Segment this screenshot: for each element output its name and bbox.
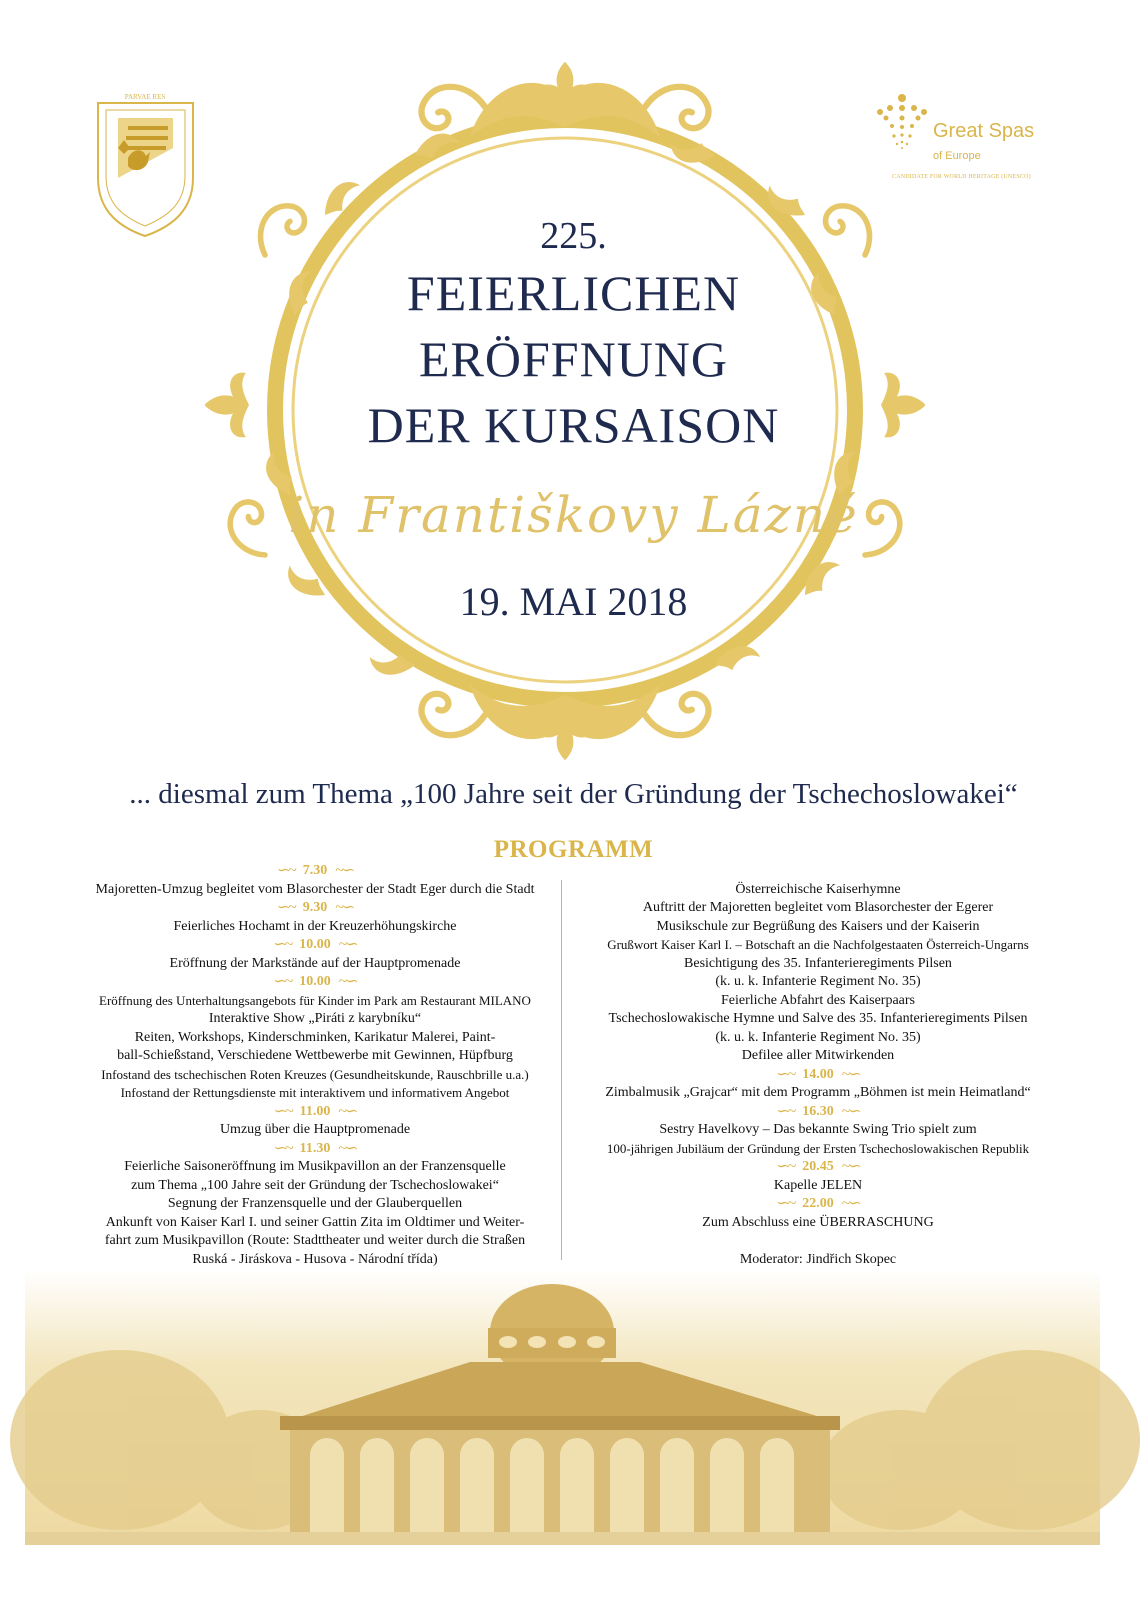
ornament-right-icon: ~∽ [335,862,354,879]
program-entry [60,973,570,1103]
time-label: 11.00 [299,1103,331,1119]
event-date: 19. MAI 2018 [459,579,688,624]
entry-line: Reiten, Workshops, Kinderschminken, Karikatur Malerei, Paint- [134,1029,496,1045]
ornament-left-icon: ∽~ [273,973,292,990]
entry-line: Zimbalmusik „Grajcar“ mit dem Programm „Böhmen ist mein Heimatland“ [605,1085,1031,1100]
ornament-right-icon: ~∽ [338,1139,357,1157]
great-spas-candidate: CANDIDATE FOR WORLD HERITAGE (UNESCO) [892,174,1031,180]
entry-line: Eröffnung des Unterhaltungsangebots für Kinder im Park am Restaurant MILANO [99,992,531,1008]
program-entry [60,1140,570,1270]
program-entry [553,1103,1083,1159]
ornament-right-icon: ~∽ [338,936,357,953]
time-marker [60,862,570,881]
entry-line: Feierliche Abfahrt des Kaiserpaars [721,992,915,1008]
entry-line: Sestry Havelkovy – Das bekannte Swing Trio spielt zum [659,1122,977,1137]
entry-line: Eröffnung der Markstände auf der Hauptpromenade [169,955,461,971]
time-marker [60,1140,570,1159]
program-entry [60,862,570,899]
entry-line: Feierliches Hochamt in der Kreuzerhöhungskirche [173,918,457,934]
ornament-left-icon: ∽~ [776,1065,795,1083]
entry-line: Feierliche Saisoneröffnung im Musikpavillon an der Franzensquelle [124,1159,506,1174]
entry-line: Ruská - Jiráskova - Husova - Národní třída) [192,1251,438,1267]
ornament-left-icon: ∽~ [776,1158,795,1175]
entry-line: 100-jährigen Jubiläum der Gründung der Ersten Tschechoslowakischen Republik [606,1140,1030,1156]
programm-title: PROGRAMM [493,836,654,863]
entry-line: (k. u. k. Infanterie Regiment No. 35) [715,1029,921,1045]
great-spas-logo [872,92,1057,192]
entry-line: Defilee aller Mitwirkenden [741,1048,895,1063]
ornament-left-icon: ∽~ [273,1139,292,1157]
entry-line: zum Thema „100 Jahre seit der Gründung der Tschechoslowakei“ [131,1177,499,1193]
ornament-left-icon: ∽~ [273,1102,292,1120]
moderator: Moderator: Jindřich Skopec [739,1251,897,1267]
time-marker [553,1195,1083,1214]
entry-line: fahrt zum Musikpavillon (Route: Stadttheater und weiter durch die Straßen [104,1233,526,1248]
theme-line: ... diesmal zum Thema „100 Jahre seit der Gründung der Tschechoslowakei“ [129,778,1018,810]
programm-right-column [553,862,1083,1269]
time-label: 11.30 [299,1140,331,1156]
program-entry [553,1066,1083,1103]
time-label: 16.30 [802,1103,834,1119]
fountain-dots-icon [872,92,932,172]
crest-motto: PARVAE RES [124,93,166,101]
great-spas-title: Great Spas [933,120,1035,142]
time-label: 14.00 [802,1066,834,1082]
entry-line: Ankunft von Kaiser Karl I. und seiner Gattin Zita im Oldtimer und Weiter- [105,1214,525,1230]
time-label: 10.00 [299,974,331,989]
headline-script-location: in Františkovy Lázně [288,486,859,544]
time-marker [553,1158,1083,1177]
time-marker [60,973,570,992]
ornament-right-icon: ~∽ [841,1065,860,1083]
time-label: 7.30 [302,863,328,878]
entry-line: Infostand der Rettungsdienste mit interaktivem und informativem Angebot [120,1085,510,1100]
ornament-right-icon: ~∽ [335,899,354,916]
entry-line: Zum Abschluss eine ÜBERRASCHUNG [702,1214,934,1230]
anniversary-number: 225. [540,215,607,257]
entry-line: Segnung der Franzensquelle und der Glauberquellen [167,1196,463,1211]
ornament-left-icon: ∽~ [776,1195,795,1212]
pavilion-illustration [0,1270,1147,1600]
entry-line: Musikschule zur Begrüßung des Kaisers und der Kaiserin [656,918,980,934]
time-marker [60,936,570,955]
entry-line: Grußwort Kaiser Karl I. – Botschaft an die Nachfolgestaaten Österreich-Ungarns [607,937,1029,952]
time-marker [60,899,570,918]
time-label: 20.45 [802,1159,834,1174]
headline-line-3: DER KURSAISON [367,397,780,453]
ornament-left-icon: ∽~ [276,862,295,879]
entry-line: Tschechoslowakische Hymne und Salve des 35. Infanterieregiments Pilsen [608,1011,1028,1026]
entry-line: ball-Schießstand, Verschiedene Wettbewerbe mit Gewinnen, Hüpfburg [117,1048,513,1063]
spacer [553,1232,1083,1251]
ornament-right-icon: ~∽ [841,1195,860,1212]
program-entry [60,1103,570,1140]
entry-line: Infostand des tschechischen Roten Kreuzes (Gesundheitskunde, Rauschbrille u.a.) [101,1066,529,1082]
time-label: 22.00 [802,1196,834,1211]
time-label: 10.00 [299,937,331,952]
entry-line: Auftritt der Majoretten begleitet vom Blasorchester der Egerer [642,900,994,915]
program-entry [60,899,570,936]
program-entry [553,1195,1083,1232]
ornament-right-icon: ~∽ [841,1102,860,1120]
ornament-right-icon: ~∽ [841,1158,860,1175]
programm-left-column [60,862,570,1269]
program-entry [553,1158,1083,1195]
ornament-left-icon: ∽~ [276,899,295,916]
headline-line-1: FEIERLICHEN [406,265,741,321]
great-spas-subtitle: of Europe [933,150,981,162]
entry-line: Besichtigung des 35. Infanterieregiments Pilsen [684,955,952,971]
entry-line: (k. u. k. Infanterie Regiment No. 35) [715,974,921,989]
time-label: 9.30 [302,900,328,915]
ornament-left-icon: ∽~ [776,1102,795,1120]
time-marker [553,1066,1083,1085]
entry-line: Majoretten-Umzug begleitet vom Blasorchester der Stadt Eger durch die Stadt [95,881,535,897]
entry-line: Österreichische Kaiserhymne [735,881,901,897]
entry-line: Interaktive Show „Piráti z karybníku“ [208,1011,422,1026]
ornament-right-icon: ~∽ [338,1102,357,1120]
entry-line: Kapelle JELEN [773,1177,863,1193]
spacer [553,862,1083,881]
entry-line: Umzug über die Hauptpromenade [219,1122,411,1137]
ornament-right-icon: ~∽ [338,973,357,990]
time-marker [553,1103,1083,1122]
program-entry [60,936,570,973]
ornament-left-icon: ∽~ [273,936,292,953]
headline-line-2: ERÖFFNUNG [418,331,729,387]
time-marker [60,1103,570,1122]
